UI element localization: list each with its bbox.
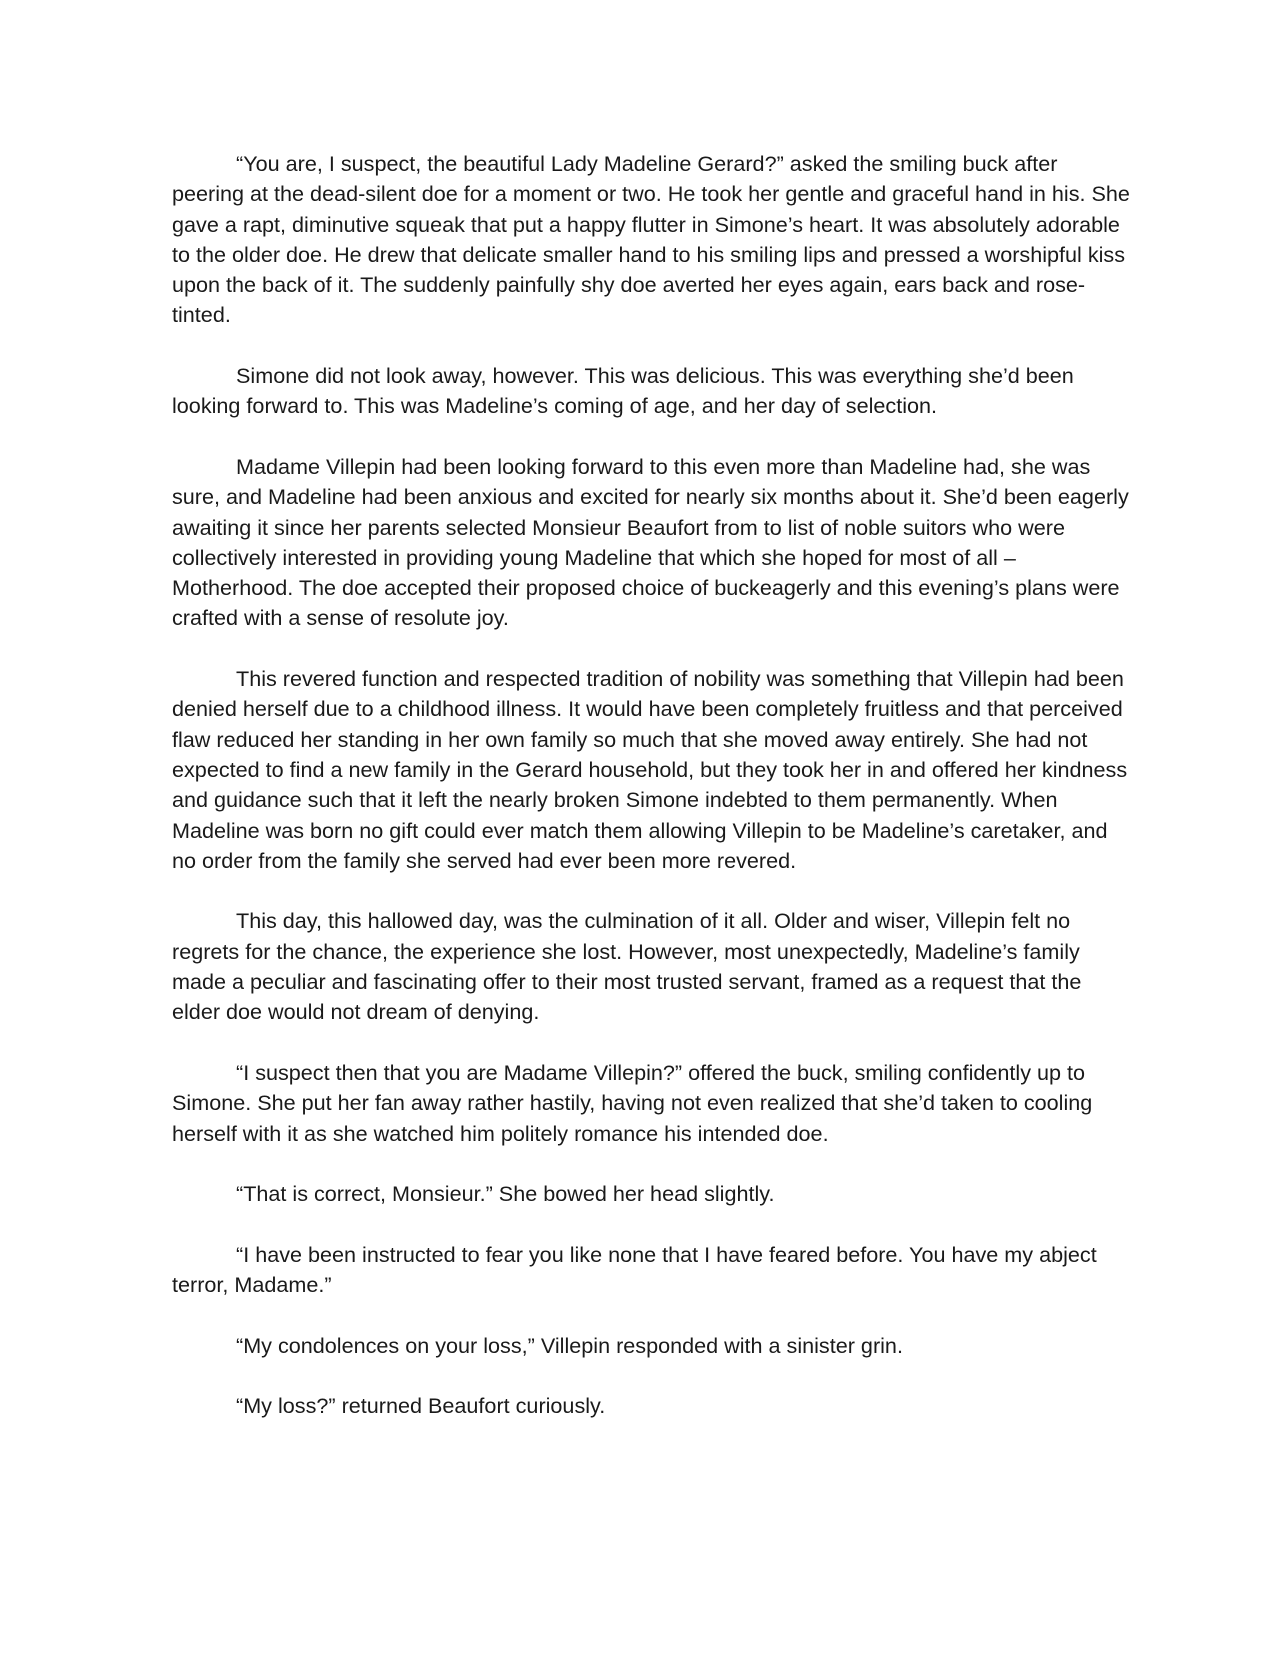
- body-text: [172, 149, 1134, 1421]
- paragraph: Simone did not look away, however. This was delicious. This was everything she’d been looking forward to. This was Madeline’s coming of age, and her day of selection.: [172, 363, 1074, 419]
- paragraph: “I have been instructed to fear you like none that I have feared before. You have my abject terror, Madame.”: [172, 1241, 1097, 1297]
- paragraph: “I suspect then that you are Madame Villepin?” offered the buck, smiling confidently up to Simone. She put her fan away rather hastily, having not even realized that she’d taken to cooling herself with it as she watched him politely romance his intended doe.: [172, 1059, 1093, 1146]
- paragraph: “That is correct, Monsieur.” She bowed her head slightly.: [236, 1181, 775, 1207]
- paragraph: This day, this hallowed day, was the culmination of it all. Older and wiser, Villepin felt no regrets for the chance, the experience she lost. However, most unexpectedly, Madeline’s family made a peculiar and fascinating offer to their most trusted servant, framed as a request that the elder doe would not dream of denying.: [172, 908, 1082, 1025]
- paragraph: “You are, I suspect, the beautiful Lady Madeline Gerard?” asked the smiling buck after peering at the dead-silent doe for a moment or two. He took her gentle and graceful hand in his. She gave a rapt, diminutive squeak that put a happy flutter in Simone’s heart. It was absolutely adorable to the older doe. He drew that delicate smaller hand to his smiling lips and pressed a worshipful kiss upon the back of it. The suddenly painfully shy doe averted her eyes again, ears back and rose-tinted.: [172, 151, 1130, 328]
- paragraph: Madame Villepin had been looking forward to this even more than Madeline had, she was sure, and Madeline had been anxious and excited for nearly six months about it. She’d been eagerly awaiting it since her parents selected Monsieur Beaufort from to list of noble suitors who were collectively interested in providing young Madeline that which she hoped for most of all – Motherhood. The doe accepted their proposed choice of buckeagerly and this evening’s plans were crafted with a sense of resolute joy.: [172, 453, 1129, 631]
- paragraph: “My loss?” returned Beaufort curiously.: [236, 1393, 606, 1419]
- paragraph: This revered function and respected tradition of nobility was something that Villepin had been denied herself due to a childhood illness. It would have been completely fruitless and that perceived flaw reduced her standing in her own family so much that she moved away entirely. She had not expected to find a new family in the Gerard household, but they took her in and offered her kindness and guidance such that it left the nearly broken Simone indebted to them permanently. When Madeline was born no gift could ever match them allowing Villepin to be Madeline’s caretaker, and no order from the family she served had ever been more revered.: [172, 666, 1128, 873]
- paragraph: “My condolences on your loss,” Villepin responded with a sinister grin.: [236, 1332, 903, 1358]
